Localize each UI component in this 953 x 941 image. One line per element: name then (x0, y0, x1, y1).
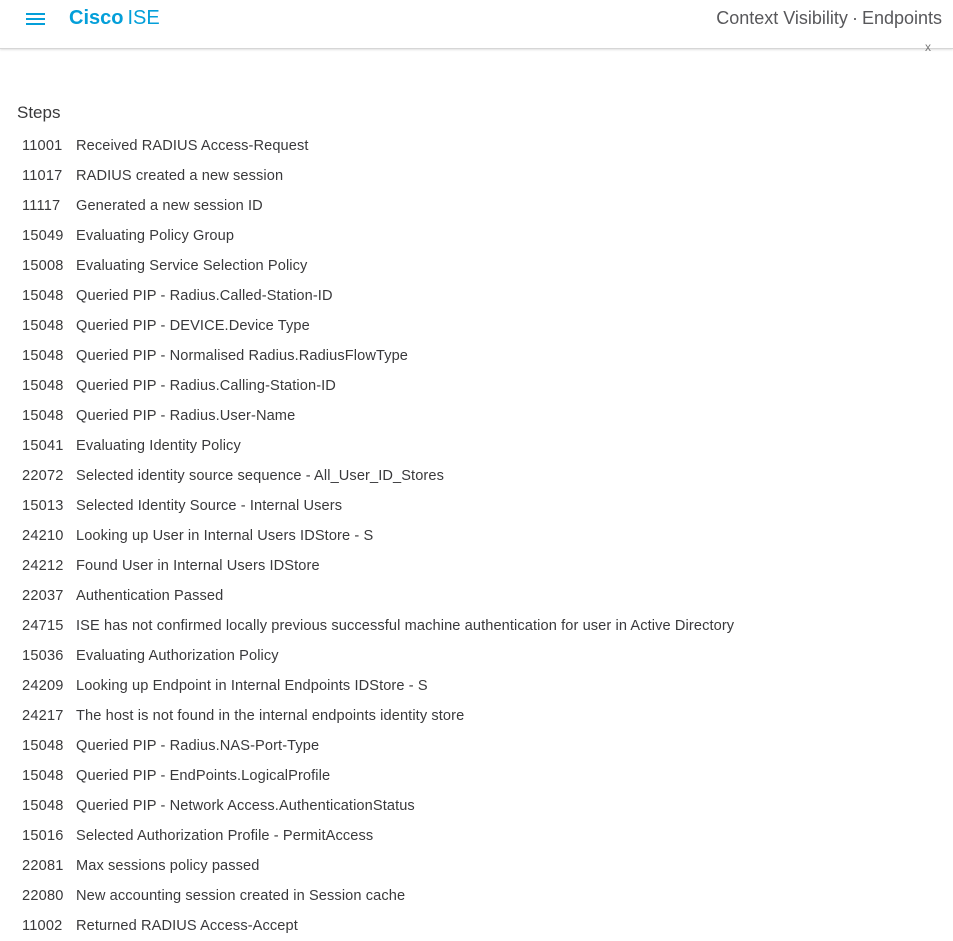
step-description: Max sessions policy passed (76, 858, 260, 874)
step-code: 15048 (22, 378, 64, 394)
step-row (22, 251, 734, 281)
step-description: Found User in Internal Users IDStore (76, 558, 320, 574)
step-row (22, 401, 734, 431)
step-row (22, 911, 734, 941)
step-description: Looking up Endpoint in Internal Endpoints IDStore - S (76, 678, 428, 694)
step-row (22, 131, 734, 161)
step-code: 22037 (22, 588, 64, 604)
step-code: 24210 (22, 528, 64, 544)
step-code: 15049 (22, 228, 64, 244)
step-code: 15048 (22, 288, 64, 304)
step-code: 15041 (22, 438, 64, 454)
step-row (22, 731, 734, 761)
brand-secondary: ISE (127, 7, 160, 29)
step-code: 15048 (22, 408, 64, 424)
breadcrumb (716, 6, 942, 30)
step-code: 24715 (22, 618, 64, 634)
step-description: Queried PIP - EndPoints.LogicalProfile (76, 768, 331, 784)
step-description: Looking up User in Internal Users IDStore - S (76, 528, 374, 544)
hamburger-menu-icon[interactable] (26, 12, 46, 28)
step-description: Queried PIP - Radius.Called-Station-ID (76, 288, 333, 304)
step-row (22, 431, 734, 461)
step-row (22, 491, 734, 521)
breadcrumb-separator: · (851, 8, 858, 28)
step-row (22, 311, 734, 341)
step-code: 15016 (22, 828, 64, 844)
step-row (22, 221, 734, 251)
step-description: Queried PIP - Network Access.AuthenticationStatus (76, 798, 415, 814)
step-description: Evaluating Authorization Policy (76, 648, 279, 664)
step-description: Selected Authorization Profile - PermitAccess (76, 828, 374, 844)
step-code: 15048 (22, 798, 64, 814)
steps-list (22, 131, 734, 941)
step-row (22, 881, 734, 911)
step-code: 15048 (22, 768, 64, 784)
step-description: Queried PIP - DEVICE.Device Type (76, 318, 310, 334)
step-row (22, 521, 734, 551)
step-code: 24217 (22, 708, 64, 724)
step-code: 22072 (22, 468, 64, 484)
step-row (22, 851, 734, 881)
step-description: RADIUS created a new session (76, 168, 284, 184)
step-code: 22081 (22, 858, 64, 874)
step-row (22, 641, 734, 671)
step-description: New accounting session created in Session cache (76, 888, 406, 904)
menu-line (26, 13, 45, 15)
step-code: 15048 (22, 318, 64, 334)
step-code: 24209 (22, 678, 64, 694)
breadcrumb-section[interactable]: Context Visibility (716, 8, 848, 28)
step-description: Returned RADIUS Access-Accept (76, 918, 298, 934)
product-logo[interactable] (69, 6, 160, 30)
step-code: 22080 (22, 888, 64, 904)
step-description: Selected Identity Source - Internal Users (76, 498, 343, 514)
brand-primary: Cisco (69, 7, 124, 29)
step-description: Queried PIP - Radius.Calling-Station-ID (76, 378, 336, 394)
step-description: Evaluating Policy Group (76, 228, 235, 244)
breadcrumb-page: Endpoints (861, 8, 942, 28)
step-row (22, 671, 734, 701)
step-row (22, 611, 734, 641)
close-icon[interactable]: x (925, 40, 931, 54)
menu-line (26, 18, 45, 20)
step-row (22, 191, 734, 221)
step-row (22, 461, 734, 491)
step-description: Generated a new session ID (76, 198, 263, 214)
step-code: 24212 (22, 558, 64, 574)
step-description: Queried PIP - Radius.NAS-Port-Type (76, 738, 320, 754)
step-description: Evaluating Service Selection Policy (76, 258, 308, 274)
step-code: 11117 (22, 198, 61, 214)
steps-heading: Steps (17, 103, 61, 122)
step-description: Selected identity source sequence - All_User_ID_Stores (76, 468, 445, 484)
step-code: 15013 (22, 498, 64, 514)
step-row (22, 581, 734, 611)
step-row (22, 791, 734, 821)
step-description: Queried PIP - Normalised Radius.RadiusFlowType (76, 348, 409, 364)
step-row (22, 701, 734, 731)
step-row (22, 281, 734, 311)
menu-line (26, 23, 45, 25)
step-row (22, 161, 734, 191)
step-row (22, 341, 734, 371)
step-code: 15048 (22, 738, 64, 754)
step-description: Authentication Passed (76, 588, 224, 604)
step-row (22, 371, 734, 401)
step-code: 11001 (22, 138, 63, 154)
step-description: The host is not found in the internal endpoints identity store (76, 708, 465, 724)
step-code: 11017 (22, 168, 63, 184)
step-code: 15008 (22, 258, 64, 274)
step-code: 15048 (22, 348, 64, 364)
step-row (22, 821, 734, 851)
step-description: ISE has not confirmed locally previous successful machine authentication for user in Active Directory (76, 618, 735, 634)
top-navigation-bar (0, 0, 953, 54)
step-row (22, 761, 734, 791)
step-code: 11002 (22, 918, 63, 934)
step-description: Evaluating Identity Policy (76, 438, 241, 454)
step-description: Received RADIUS Access-Request (76, 138, 309, 154)
step-row (22, 551, 734, 581)
step-code: 15036 (22, 648, 64, 664)
step-description: Queried PIP - Radius.User-Name (76, 408, 296, 424)
